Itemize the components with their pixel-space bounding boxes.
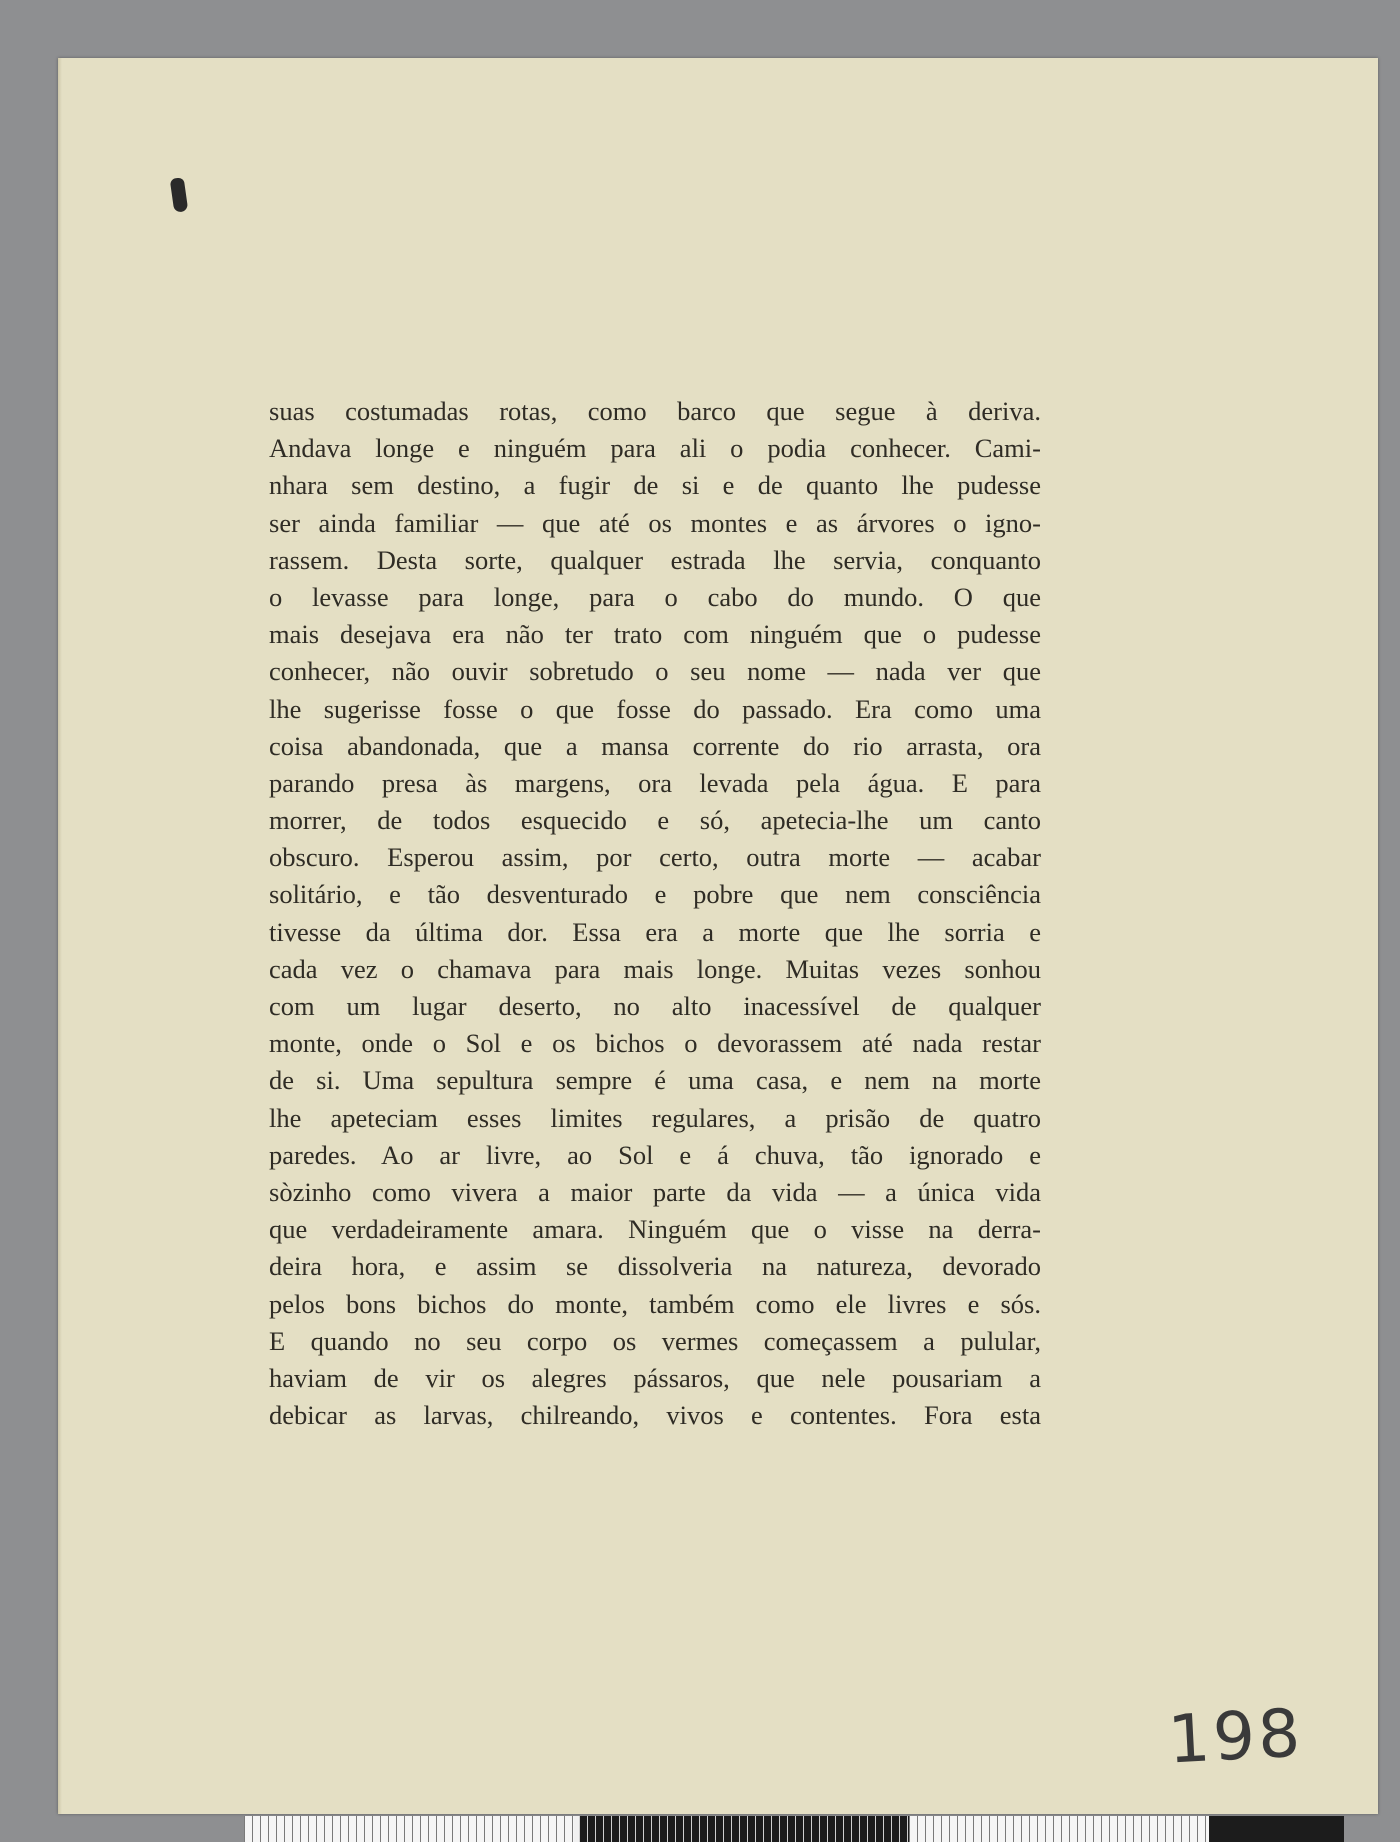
- text-line: deira hora, e assim se dissolveria na natureza, devorado: [269, 1251, 1041, 1282]
- text-line: coisa abandonada, que a mansa corrente do rio arrasta, ora: [269, 730, 1041, 761]
- document-page: [58, 58, 1378, 1814]
- body-text: [269, 393, 1041, 1434]
- text-line: pelos bons bichos do monte, também como ele livres e sós.: [269, 1288, 1041, 1319]
- text-line: lhe sugerisse fosse o que fosse do passado. Era como uma: [269, 693, 1041, 724]
- text-line: com um lugar deserto, no alto inacessível de qualquer: [269, 991, 1041, 1021]
- text-line: lhe apeteciam esses limites regulares, a prisão de quatro: [269, 1102, 1041, 1133]
- text-line: E quando no seu corpo os vermes começassem a pulular,: [269, 1325, 1041, 1356]
- scale-ruler: [244, 1816, 1344, 1842]
- text-line: Andava longe e ninguém para ali o podia conhecer. Cami-: [269, 433, 1041, 464]
- punch-hole: [170, 177, 189, 213]
- text-line: que verdadeiramente amara. Ninguém que o visse na derra-: [269, 1214, 1041, 1245]
- text-line: haviam de vir os alegres pássaros, que nele pousariam a: [269, 1362, 1041, 1393]
- text-line: monte, onde o Sol e os bichos o devorassem até nada restar: [269, 1028, 1041, 1059]
- text-line: cada vez o chamava para mais longe. Muitas vezes sonhou: [269, 953, 1041, 984]
- ruler-segment: [579, 1816, 909, 1842]
- text-line: de si. Uma sepultura sempre é uma casa, e nem na morte: [269, 1065, 1041, 1096]
- text-line: solitário, e tão desventurado e pobre que nem consciência: [269, 879, 1041, 910]
- text-line: rassem. Desta sorte, qualquer estrada lhe servia, conquanto: [269, 544, 1041, 575]
- text-line: parando presa às margens, ora levada pela água. E para: [269, 767, 1041, 798]
- text-line: sòzinho como vivera a maior parte da vida — a única vida: [269, 1176, 1041, 1207]
- text-line: obscuro. Esperou assim, por certo, outra morte — acabar: [269, 842, 1041, 873]
- ruler-segment: [244, 1816, 574, 1842]
- handwritten-page-number: 198: [1166, 1694, 1305, 1779]
- ruler-segment: [1209, 1816, 1344, 1842]
- text-line: tivesse da última dor. Essa era a morte que lhe sorria e: [269, 916, 1041, 947]
- text-line: o levasse para longe, para o cabo do mundo. O que: [269, 581, 1041, 612]
- text-line: ser ainda familiar — que até os montes e as árvores o igno-: [269, 507, 1041, 538]
- text-line: conhecer, não ouvir sobretudo o seu nome — nada ver que: [269, 656, 1041, 687]
- text-line: suas costumadas rotas, como barco que segue à deriva.: [269, 396, 1041, 426]
- text-line: morrer, de todos esquecido e só, apetecia-lhe um canto: [269, 805, 1041, 836]
- text-line: paredes. Ao ar livre, ao Sol e á chuva, tão ignorado e: [269, 1139, 1041, 1170]
- paper-edge: [58, 58, 62, 1814]
- ruler-segment: [909, 1816, 1209, 1842]
- text-line: mais desejava era não ter trato com ninguém que o pudesse: [269, 619, 1041, 650]
- text-line: nhara sem destino, a fugir de si e de quanto lhe pudesse: [269, 470, 1041, 501]
- text-line: debicar as larvas, chilreando, vivos e contentes. Fora esta: [269, 1400, 1041, 1431]
